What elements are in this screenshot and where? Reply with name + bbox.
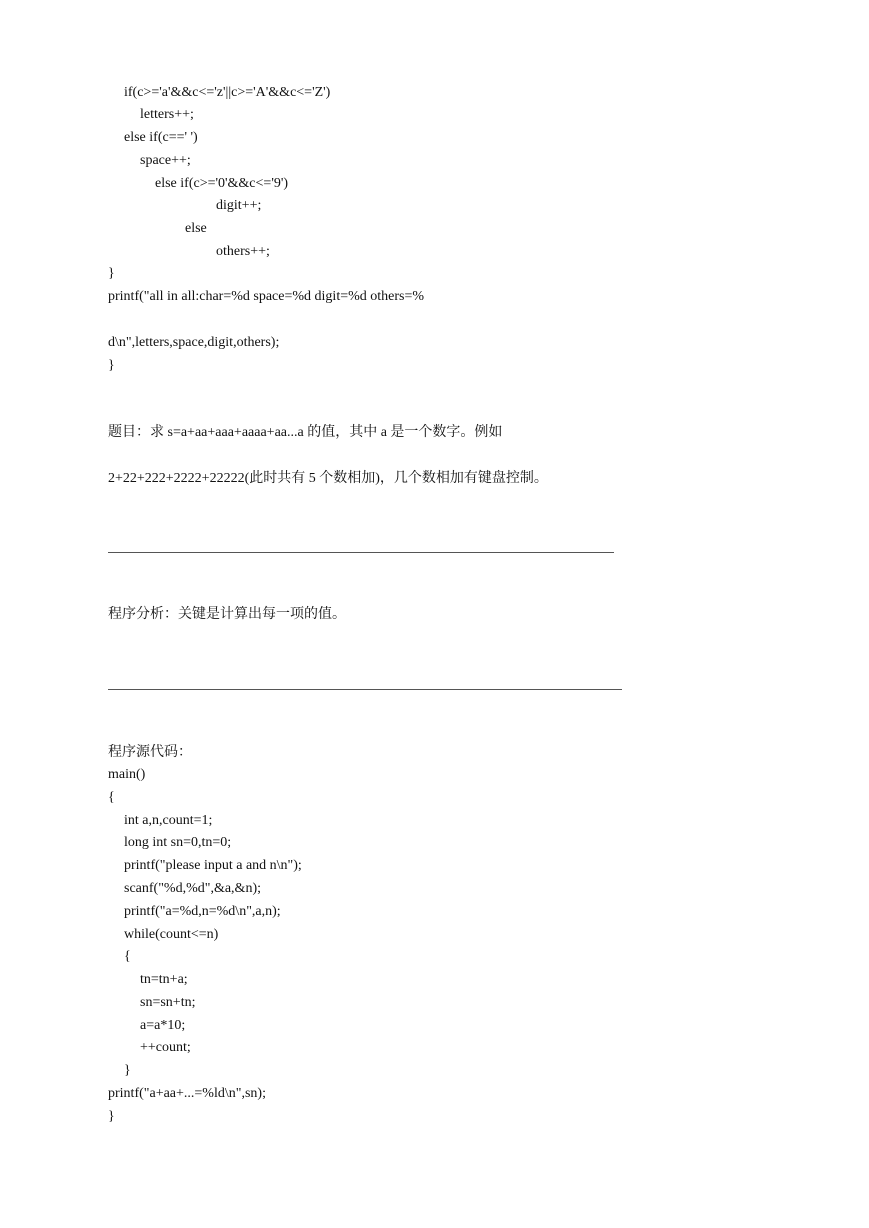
- code-line: space++;: [140, 153, 191, 168]
- code-line: else if(c==' '): [124, 130, 198, 145]
- code-line: scanf("%d,%d",&a,&n);: [124, 881, 261, 896]
- problem-line-2: 2+22+222+2222+22222(此时共有 5 个数相加)，几个数相加有键盘控制。: [108, 471, 548, 486]
- code-line: letters++;: [140, 107, 194, 122]
- code-line: sn=sn+tn;: [140, 995, 196, 1010]
- code-line: while(count<=n): [124, 927, 219, 942]
- code-line: digit++;: [216, 198, 262, 213]
- code-line: printf("a+aa+...=%ld\n",sn);: [108, 1086, 266, 1101]
- code-line: long int sn=0,tn=0;: [124, 835, 232, 850]
- code-line: }: [108, 266, 115, 281]
- code-line: else: [185, 221, 207, 236]
- code-line: ++count;: [140, 1040, 191, 1055]
- code-line: int a,n,count=1;: [124, 813, 213, 828]
- code-line: }: [108, 1109, 115, 1124]
- divider-1: [108, 552, 614, 553]
- code-line: {: [108, 790, 115, 805]
- code-line: {: [124, 949, 131, 964]
- code-line: else if(c>='0'&&c<='9'): [155, 176, 289, 191]
- code-line: a=a*10;: [140, 1018, 186, 1033]
- code-line: if(c>='a'&&c<='z'||c>='A'&&c<='Z'): [124, 85, 331, 100]
- code-line: d\n",letters,space,digit,others);: [108, 335, 280, 350]
- code-line: printf("please input a and n\n");: [124, 858, 302, 873]
- code-line: printf("all in all:char=%d space=%d digit=%d others=%: [108, 289, 425, 304]
- code-line: }: [108, 358, 115, 373]
- analysis-text: 程序分析：关键是计算出每一项的值。: [108, 607, 346, 622]
- divider-2: [108, 689, 622, 690]
- code-line: tn=tn+a;: [140, 972, 188, 987]
- code-line: others++;: [216, 244, 270, 259]
- problem-line-1: 题目：求 s=a+aa+aaa+aaaa+aa...a 的值，其中 a 是一个数字。例如: [108, 425, 503, 440]
- code-line: }: [124, 1063, 131, 1078]
- code-line: printf("a=%d,n=%d\n",a,n);: [124, 904, 281, 919]
- code-line: main(): [108, 767, 146, 782]
- source-heading: 程序源代码：: [108, 745, 192, 760]
